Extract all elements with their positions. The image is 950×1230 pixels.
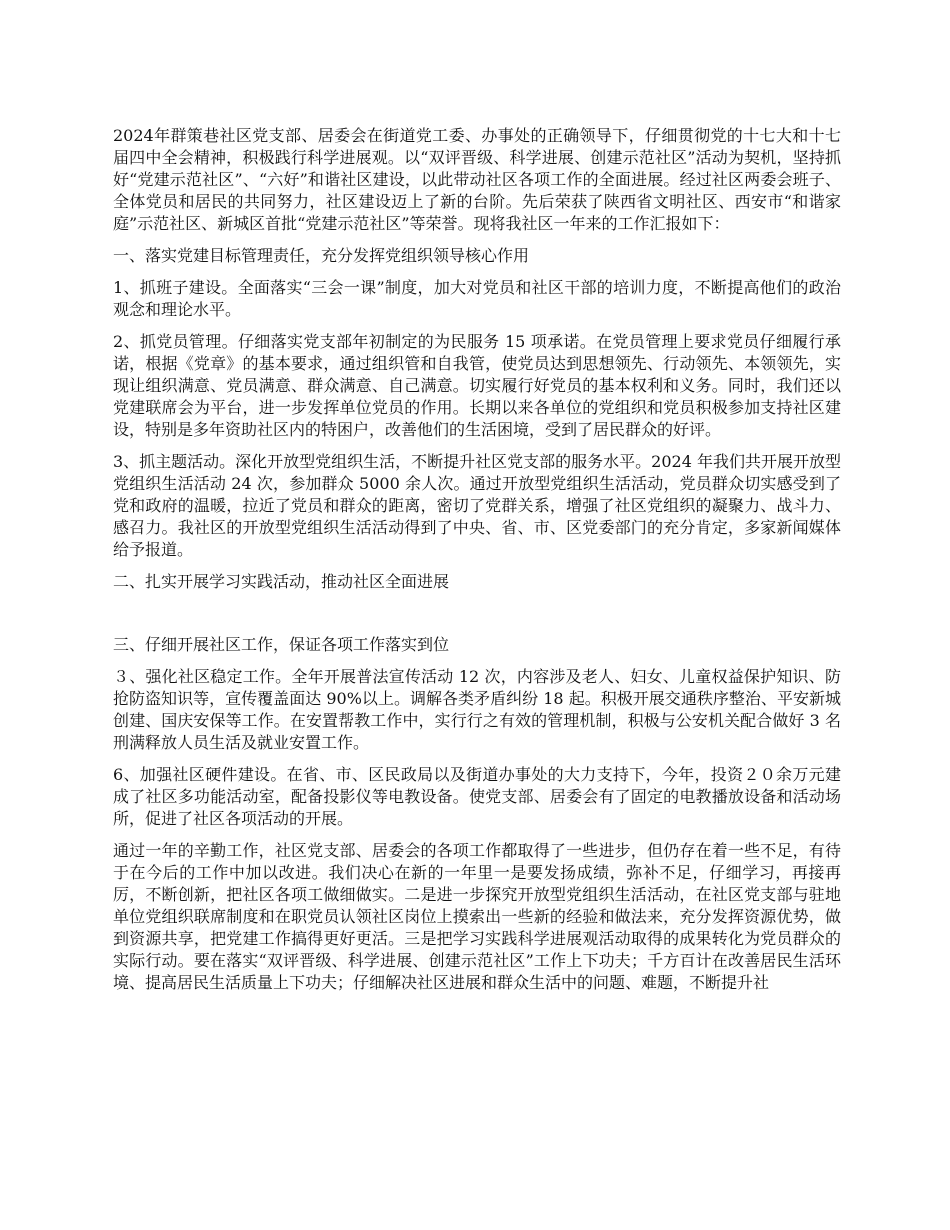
paragraph-team-building: 1、抓班子建设。全面落实“三会一课”制度，加大对党员和社区干部的培训力度，不断提高他们的政治观念和理论水平。 <box>113 278 841 319</box>
paragraph-theme-activities: 3、抓主题活动。深化开放型党组织生活，不断提升社区党支部的服务水平。2024 年我们共开展开放型党组织生活活动 24 次，参加群众 5000 余人次。通过开放型党组织生活活动，党员群众切实感受到了党和政府的温暖，拉近了党员和群众的距离，密切了党群关系，增强了社区党组织的凝聚力、战斗力、感召力。我社区的开放型党组织生活活动得到了中央、省、市、区党委部门的充分肯定，多家新闻媒体给予报道。 <box>113 452 841 559</box>
intro-paragraph: 2024年群策巷社区党支部、居委会在街道党工委、办事处的正确领导下，仔细贯彻党的十七大和十七届四中全会精神，积极践行科学进展观。以“双评晋级、科学进展、创建示范社区”活动为契机，坚持抓好“党建示范社区”、“六好”和谐社区建设，以此带动社区各项工作的全面进展。经过社区两委会班子、全体党员和居民的共同努力，社区建设迈上了新的台阶。先后荣获了陕西省文明社区、西安市“和谐家庭”示范社区、新城区首批“党建示范社区”等荣誉。现将我社区一年来的工作汇报如下： <box>113 126 841 233</box>
section-heading-3: 三、仔细开展社区工作，保证各项工作落实到位 <box>113 635 450 654</box>
paragraph-stability-work: ３、强化社区稳定工作。全年开展普法宣传活动 12 次，内容涉及老人、妇女、儿童权益保护知识、防抢防盗知识等，宣传覆盖面达 90%以上。调解各类矛盾纠纷 18 起。积极开展交通秩序整治、平安新城创建、国庆安保等工作。在安置帮教工作中，实行行之有效的管理机制，积极与公安机关配合做好 3 名刑满释放人员生活及就业安置工作。 <box>113 667 841 752</box>
section-heading-1: 一、落实党建目标管理责任，充分发挥党组织领导核心作用 <box>113 246 530 265</box>
paragraph-member-management: 2、抓党员管理。仔细落实党支部年初制定的为民服务 15 项承诺。在党员管理上要求党员仔细履行承诺，根据《党章》的基本要求，通过组织管和自我管，使党员达到思想领先、行动领先、本领领先，实现让组织满意、党员满意、群众满意、自己满意。切实履行好党员的基本权利和义务。同时，我们还以党建联席会为平台，进一步发挥单位党员的作用。长期以来各单位的党组织和党员积极参加支持社区建设，特别是多年资助社区内的特困户，改善他们的生活困境，受到了居民群众的好评。 <box>113 332 841 439</box>
paragraph-hardware-construction: 6、加强社区硬件建设。在省、市、区民政局以及街道办事处的大力支持下，今年，投资２０余万元建成了社区多功能活动室，配备投影仪等电教设备。使党支部、居委会有了固定的电教播放设备和活动场所，促进了社区各项活动的开展。 <box>113 765 841 828</box>
document-body <box>113 125 841 1004</box>
blank-gap <box>113 603 841 634</box>
paragraph-summary: 通过一年的辛勤工作，社区党支部、居委会的各项工作都取得了一些进步，但仍存在着一些不足，有待于在今后的工作中加以改进。我们决心在新的一年里一是要发扬成绩，弥补不足，仔细学习，再接再厉，不断创新，把社区各项工做细做实。二是进一步探究开放型党组织生活活动，在社区党支部与驻地单位党组织联席制度和在职党员认领社区岗位上摸索出一些新的经验和做法来，充分发挥资源优势，做到资源共享，把党建工作搞得更好更活。三是把学习实践科学进展观活动取得的成果转化为党员群众的实际行动。要在落实“双评晋级、科学进展、创建示范社区”工作上下功夫；千方百计在改善居民生活环境、提高居民生活质量上下功夫；仔细解决社区进展和群众生活中的问题、难题，不断提升社 <box>113 841 841 992</box>
section-heading-2: 二、扎实开展学习实践活动，推动社区全面进展 <box>113 572 450 591</box>
